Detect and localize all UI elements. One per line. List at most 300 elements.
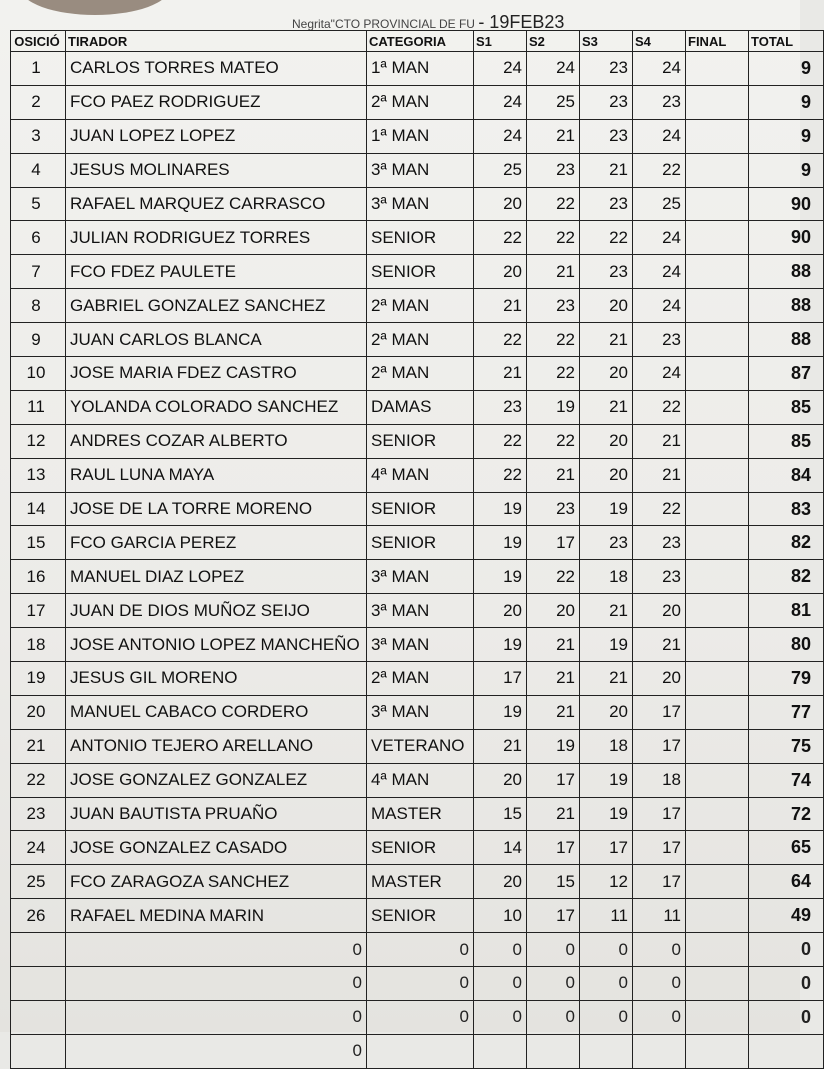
cell-s4: 21: [633, 628, 686, 662]
cell-tirador: MANUEL CABACO CORDERO: [66, 695, 367, 729]
cell-total: 75: [749, 729, 824, 763]
cell-tirador: JOSE MARIA FDEZ CASTRO: [66, 357, 367, 391]
cell-total: 88: [749, 255, 824, 289]
cell-position: [11, 1034, 66, 1068]
cell-s1: 19: [474, 628, 527, 662]
cell-s2: 21: [527, 255, 580, 289]
cell-categoria: 3ª MAN: [367, 628, 474, 662]
cell-s3: 19: [580, 763, 633, 797]
cell-final: [686, 492, 749, 526]
cell-categoria: MASTER: [367, 865, 474, 899]
header-s2: S2: [527, 31, 580, 52]
header-tirador: TIRADOR: [66, 31, 367, 52]
header-s4: S4: [633, 31, 686, 52]
cell-s3: 20: [580, 424, 633, 458]
cell-s3: 18: [580, 560, 633, 594]
cell-s2: 23: [527, 492, 580, 526]
cell-final: [686, 594, 749, 628]
cell-final: [686, 729, 749, 763]
cell-s2: 17: [527, 899, 580, 933]
table-row: [11, 526, 824, 560]
cell-s1: 22: [474, 424, 527, 458]
cell-s3: 23: [580, 52, 633, 86]
cell-tirador: JOSE GONZALEZ GONZALEZ: [66, 763, 367, 797]
cell-s4: 11: [633, 899, 686, 933]
cell-final: [686, 797, 749, 831]
cell-tirador: JOSE ANTONIO LOPEZ MANCHEÑO: [66, 628, 367, 662]
cell-categoria: SENIOR: [367, 899, 474, 933]
cell-final: [686, 1000, 749, 1034]
cell-s3: 12: [580, 865, 633, 899]
cell-s3: 23: [580, 187, 633, 221]
cell-position: 25: [11, 865, 66, 899]
cell-s3: 18: [580, 729, 633, 763]
cell-tirador: FCO ZARAGOZA SANCHEZ: [66, 865, 367, 899]
header-total: TOTAL: [749, 31, 824, 52]
cell-tirador: ANTONIO TEJERO ARELLANO: [66, 729, 367, 763]
table-row: [11, 323, 824, 357]
cell-categoria: 4ª MAN: [367, 763, 474, 797]
cell-tirador: ANDRES COZAR ALBERTO: [66, 424, 367, 458]
cell-final: [686, 560, 749, 594]
cell-final: [686, 458, 749, 492]
cell-s2: 23: [527, 153, 580, 187]
table-row: [11, 594, 824, 628]
cell-s1: 14: [474, 831, 527, 865]
cell-final: [686, 899, 749, 933]
cell-tirador: JOSE DE LA TORRE MORENO: [66, 492, 367, 526]
cell-s4: 0: [633, 1000, 686, 1034]
table-row: [11, 390, 824, 424]
cell-total: 87: [749, 357, 824, 391]
cell-tirador: YOLANDA COLORADO SANCHEZ: [66, 390, 367, 424]
cell-s3: 21: [580, 390, 633, 424]
cell-total: 90: [749, 221, 824, 255]
cell-s1: 22: [474, 458, 527, 492]
cell-total: 9: [749, 153, 824, 187]
cell-categoria: SENIOR: [367, 255, 474, 289]
cell-tirador: RAFAEL MARQUEZ CARRASCO: [66, 187, 367, 221]
cell-final: [686, 662, 749, 696]
table-row: [11, 85, 824, 119]
cell-total: 81: [749, 594, 824, 628]
cell-position: 13: [11, 458, 66, 492]
cell-s3: 0: [580, 1000, 633, 1034]
table-row: [11, 458, 824, 492]
table-row: [11, 52, 824, 86]
cell-categoria: DAMAS: [367, 390, 474, 424]
cell-tirador: CARLOS TORRES MATEO: [66, 52, 367, 86]
cell-s2: 22: [527, 187, 580, 221]
cell-s3: 0: [580, 933, 633, 967]
cell-position: 14: [11, 492, 66, 526]
cell-s4: 0: [633, 967, 686, 1001]
cell-final: [686, 831, 749, 865]
cell-s1: 19: [474, 695, 527, 729]
empty-table-row: [11, 967, 824, 1001]
document-title-text: Negrita"CTO PROVINCIAL DE FU: [292, 17, 475, 31]
cell-tirador: 0: [66, 967, 367, 1001]
cell-s4: 23: [633, 323, 686, 357]
cell-s1: 25: [474, 153, 527, 187]
cell-total: 88: [749, 323, 824, 357]
cell-total: 65: [749, 831, 824, 865]
table-row: [11, 865, 824, 899]
cell-total: 84: [749, 458, 824, 492]
cell-total: 9: [749, 52, 824, 86]
cell-s3: 21: [580, 323, 633, 357]
cell-final: [686, 187, 749, 221]
cell-position: 26: [11, 899, 66, 933]
cell-s3: [580, 1034, 633, 1068]
cell-categoria: 1ª MAN: [367, 52, 474, 86]
cell-s1: [474, 1034, 527, 1068]
cell-categoria: 1ª MAN: [367, 119, 474, 153]
cell-s2: 25: [527, 85, 580, 119]
cell-s3: 19: [580, 628, 633, 662]
cell-categoria: [367, 1034, 474, 1068]
cell-s4: 22: [633, 390, 686, 424]
cell-tirador: 0: [66, 1000, 367, 1034]
header-s3: S3: [580, 31, 633, 52]
table-row: [11, 628, 824, 662]
cell-position: 4: [11, 153, 66, 187]
cell-s1: 0: [474, 967, 527, 1001]
cell-final: [686, 357, 749, 391]
cell-s4: 20: [633, 594, 686, 628]
cell-position: 18: [11, 628, 66, 662]
cell-s1: 20: [474, 187, 527, 221]
table-row: [11, 492, 824, 526]
table-row: [11, 899, 824, 933]
cell-final: [686, 255, 749, 289]
cell-tirador: JUAN BAUTISTA PRUAÑO: [66, 797, 367, 831]
cell-s1: 21: [474, 289, 527, 323]
cell-categoria: 2ª MAN: [367, 662, 474, 696]
cell-s4: 24: [633, 119, 686, 153]
cell-s4: 17: [633, 797, 686, 831]
cell-s1: 24: [474, 85, 527, 119]
cell-s1: 19: [474, 526, 527, 560]
table-row: [11, 560, 824, 594]
cell-final: [686, 323, 749, 357]
table-row: [11, 187, 824, 221]
cell-s2: 22: [527, 357, 580, 391]
cell-categoria: 2ª MAN: [367, 357, 474, 391]
cell-tirador: JOSE GONZALEZ CASADO: [66, 831, 367, 865]
cell-total: 85: [749, 390, 824, 424]
cell-final: [686, 390, 749, 424]
cell-s4: 23: [633, 560, 686, 594]
cell-s2: 21: [527, 797, 580, 831]
cell-final: [686, 967, 749, 1001]
cell-s4: 17: [633, 729, 686, 763]
cell-position: 6: [11, 221, 66, 255]
table-row: [11, 153, 824, 187]
cell-s3: 20: [580, 289, 633, 323]
cell-tirador: GABRIEL GONZALEZ SANCHEZ: [66, 289, 367, 323]
cell-position: 22: [11, 763, 66, 797]
cell-position: 2: [11, 85, 66, 119]
cell-position: 12: [11, 424, 66, 458]
cell-categoria: 0: [367, 1000, 474, 1034]
cell-categoria: 2ª MAN: [367, 85, 474, 119]
cell-final: [686, 85, 749, 119]
cell-s1: 15: [474, 797, 527, 831]
cell-s3: 21: [580, 662, 633, 696]
cell-tirador: FCO PAEZ RODRIGUEZ: [66, 85, 367, 119]
cell-final: [686, 695, 749, 729]
cell-total: 88: [749, 289, 824, 323]
cell-s3: 20: [580, 357, 633, 391]
cell-tirador: JUAN LOPEZ LOPEZ: [66, 119, 367, 153]
cell-final: [686, 119, 749, 153]
cell-s4: 18: [633, 763, 686, 797]
cell-total: 80: [749, 628, 824, 662]
cell-s1: 22: [474, 221, 527, 255]
cell-tirador: 0: [66, 933, 367, 967]
cell-s2: 0: [527, 933, 580, 967]
cell-s4: 21: [633, 458, 686, 492]
cell-total: 9: [749, 85, 824, 119]
cell-total: 49: [749, 899, 824, 933]
cell-position: 8: [11, 289, 66, 323]
cell-s2: 22: [527, 221, 580, 255]
cell-position: [11, 933, 66, 967]
cell-categoria: 0: [367, 933, 474, 967]
table-body: [11, 52, 824, 1069]
cell-s4: 24: [633, 357, 686, 391]
cell-s1: 21: [474, 729, 527, 763]
cell-position: 23: [11, 797, 66, 831]
cell-categoria: SENIOR: [367, 424, 474, 458]
cell-s4: 24: [633, 221, 686, 255]
empty-table-row: [11, 933, 824, 967]
cell-tirador: JUAN CARLOS BLANCA: [66, 323, 367, 357]
cell-s1: 19: [474, 560, 527, 594]
cell-categoria: SENIOR: [367, 221, 474, 255]
cell-final: [686, 424, 749, 458]
table-row: [11, 424, 824, 458]
cell-s3: 23: [580, 85, 633, 119]
header-categoria: CATEGORIA: [367, 31, 474, 52]
cell-s1: 20: [474, 865, 527, 899]
cell-s3: 11: [580, 899, 633, 933]
results-table: [10, 30, 824, 1069]
cell-categoria: SENIOR: [367, 831, 474, 865]
cell-s4: 23: [633, 85, 686, 119]
cell-s1: 20: [474, 594, 527, 628]
table-header-row: [11, 31, 824, 52]
cell-s3: 23: [580, 526, 633, 560]
cell-s3: 21: [580, 594, 633, 628]
cell-position: 1: [11, 52, 66, 86]
cell-s4: 24: [633, 255, 686, 289]
table-row: [11, 357, 824, 391]
table-row: [11, 119, 824, 153]
cell-tirador: JUAN DE DIOS MUÑOZ SEIJO: [66, 594, 367, 628]
cell-s3: 19: [580, 797, 633, 831]
cell-s3: 19: [580, 492, 633, 526]
cell-total: 82: [749, 560, 824, 594]
table-row: [11, 695, 824, 729]
cell-s2: 22: [527, 560, 580, 594]
table-row: [11, 729, 824, 763]
cell-categoria: 3ª MAN: [367, 187, 474, 221]
cell-tirador: RAUL LUNA MAYA: [66, 458, 367, 492]
header-s1: S1: [474, 31, 527, 52]
document-date: - 19FEB23: [478, 12, 565, 32]
cell-categoria: 3ª MAN: [367, 153, 474, 187]
table-row: [11, 255, 824, 289]
cell-final: [686, 865, 749, 899]
cell-tirador: JESUS GIL MORENO: [66, 662, 367, 696]
cell-total: 0: [749, 1000, 824, 1034]
empty-table-row: [11, 1034, 824, 1068]
cell-final: [686, 153, 749, 187]
cell-total: 0: [749, 967, 824, 1001]
cell-s2: 15: [527, 865, 580, 899]
cell-s3: 20: [580, 458, 633, 492]
cell-s1: 24: [474, 52, 527, 86]
cell-categoria: 2ª MAN: [367, 289, 474, 323]
cell-s2: 21: [527, 662, 580, 696]
cell-position: 10: [11, 357, 66, 391]
cell-s1: 20: [474, 763, 527, 797]
cell-tirador: FCO FDEZ PAULETE: [66, 255, 367, 289]
cell-s4: 17: [633, 695, 686, 729]
cell-categoria: SENIOR: [367, 526, 474, 560]
cell-position: 20: [11, 695, 66, 729]
cell-position: 19: [11, 662, 66, 696]
cell-s4: [633, 1034, 686, 1068]
cell-tirador: MANUEL DIAZ LOPEZ: [66, 560, 367, 594]
cell-categoria: 4ª MAN: [367, 458, 474, 492]
thumb-shadow: [20, 0, 170, 15]
cell-categoria: MASTER: [367, 797, 474, 831]
cell-s3: 22: [580, 221, 633, 255]
cell-s2: 19: [527, 390, 580, 424]
cell-tirador: JULIAN RODRIGUEZ TORRES: [66, 221, 367, 255]
cell-position: 17: [11, 594, 66, 628]
cell-tirador: 0: [66, 1034, 367, 1068]
cell-s2: 21: [527, 628, 580, 662]
cell-position: 7: [11, 255, 66, 289]
cell-categoria: 3ª MAN: [367, 695, 474, 729]
cell-categoria: 3ª MAN: [367, 560, 474, 594]
cell-s2: 23: [527, 289, 580, 323]
cell-s1: 20: [474, 255, 527, 289]
cell-position: 3: [11, 119, 66, 153]
table-row: [11, 662, 824, 696]
cell-position: 21: [11, 729, 66, 763]
cell-s1: 0: [474, 1000, 527, 1034]
cell-total: 79: [749, 662, 824, 696]
cell-s2: [527, 1034, 580, 1068]
cell-s4: 17: [633, 865, 686, 899]
cell-final: [686, 526, 749, 560]
cell-final: [686, 221, 749, 255]
cell-position: 9: [11, 323, 66, 357]
cell-total: [749, 1034, 824, 1068]
cell-total: 77: [749, 695, 824, 729]
cell-s3: 0: [580, 967, 633, 1001]
cell-s4: 23: [633, 526, 686, 560]
cell-s4: 21: [633, 424, 686, 458]
table-row: [11, 763, 824, 797]
header-position: OSICIÓ: [11, 31, 66, 52]
table-row: [11, 221, 824, 255]
cell-position: 24: [11, 831, 66, 865]
cell-s2: 21: [527, 119, 580, 153]
cell-s2: 0: [527, 967, 580, 1001]
cell-position: [11, 967, 66, 1001]
cell-s1: 19: [474, 492, 527, 526]
cell-position: 16: [11, 560, 66, 594]
cell-position: 11: [11, 390, 66, 424]
cell-final: [686, 763, 749, 797]
cell-s4: 22: [633, 153, 686, 187]
cell-total: 64: [749, 865, 824, 899]
cell-total: 72: [749, 797, 824, 831]
cell-categoria: 3ª MAN: [367, 594, 474, 628]
cell-total: 90: [749, 187, 824, 221]
cell-s2: 22: [527, 323, 580, 357]
cell-s2: 17: [527, 526, 580, 560]
cell-s4: 24: [633, 289, 686, 323]
cell-s1: 22: [474, 323, 527, 357]
cell-s2: 21: [527, 458, 580, 492]
table-row: [11, 831, 824, 865]
cell-final: [686, 933, 749, 967]
cell-s2: 19: [527, 729, 580, 763]
cell-final: [686, 52, 749, 86]
cell-s2: 17: [527, 763, 580, 797]
cell-s2: 22: [527, 424, 580, 458]
cell-categoria: VETERANO: [367, 729, 474, 763]
cell-s2: 0: [527, 1000, 580, 1034]
cell-position: [11, 1000, 66, 1034]
cell-s4: 17: [633, 831, 686, 865]
header-final: FINAL: [686, 31, 749, 52]
cell-s1: 23: [474, 390, 527, 424]
cell-position: 5: [11, 187, 66, 221]
cell-s4: 20: [633, 662, 686, 696]
table-row: [11, 797, 824, 831]
cell-s3: 23: [580, 119, 633, 153]
table-row: [11, 289, 824, 323]
cell-position: 15: [11, 526, 66, 560]
empty-table-row: [11, 1000, 824, 1034]
cell-total: 74: [749, 763, 824, 797]
cell-final: [686, 289, 749, 323]
cell-s2: 24: [527, 52, 580, 86]
cell-s4: 24: [633, 52, 686, 86]
cell-total: 9: [749, 119, 824, 153]
cell-categoria: 0: [367, 967, 474, 1001]
cell-tirador: RAFAEL MEDINA MARIN: [66, 899, 367, 933]
cell-s4: 0: [633, 933, 686, 967]
cell-s1: 10: [474, 899, 527, 933]
cell-s3: 23: [580, 255, 633, 289]
cell-s3: 20: [580, 695, 633, 729]
cell-s1: 24: [474, 119, 527, 153]
cell-final: [686, 628, 749, 662]
cell-final: [686, 1034, 749, 1068]
cell-s3: 21: [580, 153, 633, 187]
cell-s1: 0: [474, 933, 527, 967]
cell-s1: 21: [474, 357, 527, 391]
